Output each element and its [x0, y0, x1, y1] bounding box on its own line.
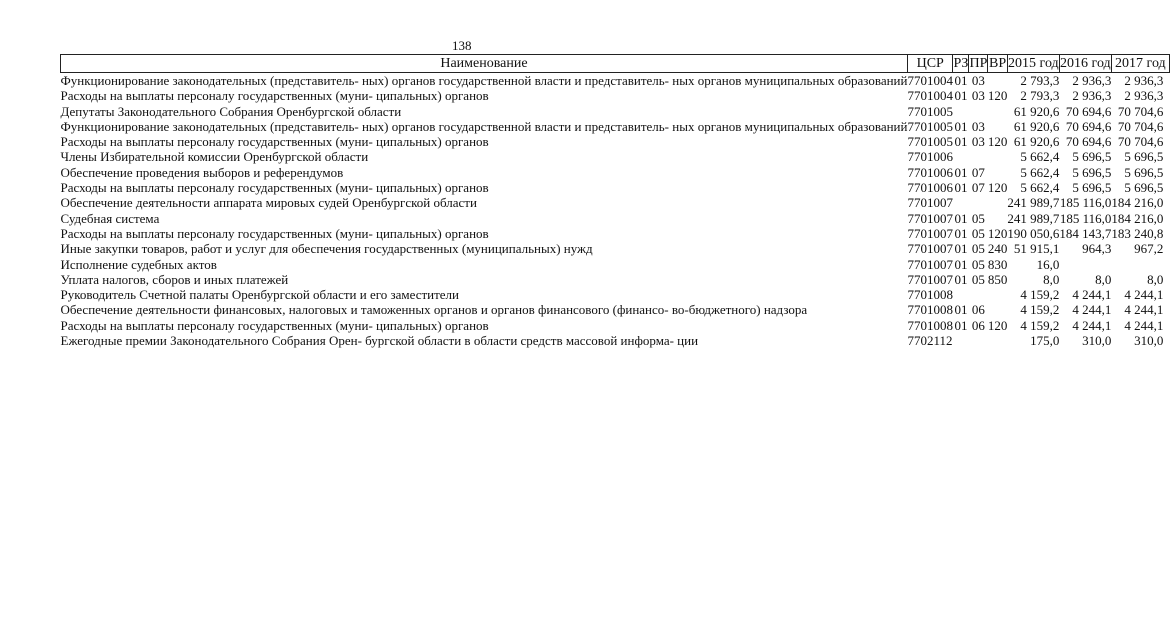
cell-y2016: 185 116,0 [1059, 195, 1112, 211]
cell-pr: 07 [971, 164, 985, 180]
cell-pr: 06 [971, 317, 985, 333]
cell-pr: 05 [971, 271, 985, 287]
cell-pr: 03 [971, 88, 985, 104]
cell-name: Функционирование законодательных (представитель- ных) органов государственной власти и представитель- ных органов муниципальных образований [60, 118, 908, 134]
cell-csr: 7701004 [907, 73, 953, 88]
cell-rz: 01 [954, 317, 968, 333]
cell-rz: 01 [954, 225, 968, 241]
table-row [61, 119, 1170, 134]
cell-y2016: 310,0 [1082, 333, 1112, 349]
cell-rz [953, 195, 969, 210]
cell-name: Обеспечение деятельности аппарата мировых судей Оренбургской области [60, 195, 477, 211]
cell-y2015: 2 793,3 [1020, 88, 1060, 104]
cell-y2017: 184 216,0 [1111, 210, 1164, 226]
cell-csr: 7701005 [907, 103, 953, 119]
cell-csr: 7701008 [907, 317, 953, 333]
cell-pr [969, 149, 988, 164]
cell-csr: 7701008 [907, 302, 953, 318]
cell-y2016: 8,0 [1095, 271, 1112, 287]
page-number: 138 [452, 38, 472, 53]
cell-y2015: 61 920,6 [1013, 103, 1060, 119]
table-row [61, 195, 1170, 210]
table-row [61, 88, 1170, 103]
table-row [61, 287, 1170, 302]
cell-y2015: 175,0 [1030, 333, 1060, 349]
table-row [61, 104, 1170, 119]
cell-csr: 7701007 [907, 256, 953, 272]
cell-vr: 120 [987, 134, 1008, 150]
table-row [61, 333, 1170, 348]
cell-y2015: 241 989,7 [1007, 210, 1060, 226]
header-pr: ПР [969, 55, 988, 71]
cell-vr [988, 195, 1008, 210]
cell-csr: 7701007 [907, 241, 953, 257]
cell-name: Руководитель Счетной палаты Оренбургской области и его заместители [60, 287, 459, 303]
table-row [61, 73, 1170, 89]
cell-y2016 [1059, 257, 1111, 272]
cell-name: Обеспечение деятельности финансовых, налоговых и таможенных органов и органов финансового (финансо- во-бюджетного) надзора [60, 302, 808, 318]
cell-name: Обеспечение проведения выборов и референдумов [60, 164, 344, 180]
cell-vr [988, 211, 1008, 226]
header-vr: ВР [989, 55, 1007, 71]
cell-rz [953, 149, 969, 164]
cell-y2017: 310,0 [1134, 333, 1164, 349]
cell-y2015: 241 989,7 [1007, 195, 1060, 211]
cell-y2017: 184 216,0 [1111, 195, 1164, 211]
cell-y2016: 70 694,6 [1065, 134, 1112, 150]
cell-name: Расходы на выплаты персоналу государственных (муни- ципальных) органов [60, 180, 489, 196]
cell-pr: 05 [971, 256, 985, 272]
cell-y2016: 5 696,5 [1072, 180, 1112, 196]
cell-y2015: 61 920,6 [1013, 118, 1060, 134]
cell-csr: 7701006 [907, 149, 953, 165]
cell-y2015: 4 159,2 [1020, 302, 1060, 318]
cell-y2016: 4 244,1 [1072, 302, 1112, 318]
cell-name: Расходы на выплаты персоналу государственных (муни- ципальных) органов [60, 225, 489, 241]
cell-y2015: 2 793,3 [1020, 73, 1060, 88]
cell-vr [988, 104, 1008, 119]
cell-rz: 01 [954, 118, 968, 134]
cell-y2015: 61 920,6 [1013, 134, 1060, 150]
cell-csr: 7701008 [907, 287, 953, 303]
table-row [61, 165, 1170, 180]
cell-y2015: 51 915,1 [1013, 241, 1060, 257]
cell-rz: 01 [954, 164, 968, 180]
cell-vr: 850 [987, 271, 1008, 287]
cell-vr: 120 [987, 88, 1008, 104]
cell-name: Расходы на выплаты персоналу государственных (муни- ципальных) органов [60, 317, 489, 333]
header-2017: 2017 год [1111, 55, 1169, 73]
cell-csr: 7701005 [907, 118, 953, 134]
cell-pr: 03 [971, 134, 985, 150]
header-csr: ЦСР [907, 55, 953, 73]
table-row [61, 302, 1170, 317]
cell-rz: 01 [954, 134, 968, 150]
cell-csr: 7701006 [907, 164, 953, 180]
cell-rz: 01 [954, 73, 968, 88]
table-row [61, 134, 1170, 149]
cell-csr: 7701004 [907, 88, 953, 104]
cell-rz [953, 104, 969, 119]
cell-y2015: 4 159,2 [1020, 317, 1060, 333]
cell-y2017: 4 244,1 [1124, 287, 1164, 303]
table-row [61, 272, 1170, 287]
cell-rz: 01 [954, 241, 968, 257]
cell-pr: 05 [971, 210, 985, 226]
cell-rz: 01 [954, 88, 968, 104]
cell-rz: 01 [954, 180, 968, 196]
cell-y2017: 70 704,6 [1117, 103, 1164, 119]
cell-y2017: 5 696,5 [1124, 164, 1164, 180]
cell-csr: 7701006 [907, 180, 953, 196]
cell-pr [969, 333, 988, 348]
cell-y2015: 5 662,4 [1020, 164, 1060, 180]
table-row [61, 318, 1170, 333]
cell-name: Уплата налогов, сборов и иных платежей [60, 271, 289, 287]
cell-name: Расходы на выплаты персоналу государственных (муни- ципальных) органов [60, 134, 489, 150]
cell-vr: 240 [987, 241, 1008, 257]
budget-table [60, 54, 1170, 348]
header-name: Наименование [61, 55, 908, 73]
cell-y2016: 5 696,5 [1072, 164, 1112, 180]
table-row [61, 226, 1170, 241]
cell-y2016: 70 694,6 [1065, 103, 1112, 119]
cell-y2017: 967,2 [1134, 241, 1164, 257]
cell-pr: 03 [971, 73, 985, 88]
cell-rz: 01 [954, 271, 968, 287]
cell-vr: 120 [987, 180, 1008, 196]
cell-csr: 7701007 [907, 225, 953, 241]
cell-vr [988, 333, 1008, 348]
cell-vr: 120 [987, 225, 1008, 241]
cell-rz [953, 287, 969, 302]
cell-vr [988, 302, 1008, 317]
cell-pr: 07 [971, 180, 985, 196]
cell-pr: 03 [971, 118, 985, 134]
cell-y2016: 4 244,1 [1072, 317, 1112, 333]
cell-rz: 01 [954, 210, 968, 226]
cell-y2015: 8,0 [1043, 271, 1060, 287]
cell-y2017: 70 704,6 [1117, 118, 1164, 134]
cell-csr: 7701005 [907, 134, 953, 150]
table-row [61, 211, 1170, 226]
cell-vr [988, 287, 1008, 302]
cell-y2017: 2 936,3 [1124, 88, 1164, 104]
cell-vr: 830 [987, 256, 1008, 272]
cell-csr: 7701007 [907, 271, 953, 287]
cell-y2016: 184 143,7 [1059, 225, 1112, 241]
cell-name: Ежегодные премии Законодательного Собрания Орен- бургской области в области средств массовой информа- ции [60, 333, 699, 349]
cell-name: Расходы на выплаты персоналу государственных (муни- ципальных) органов [60, 88, 489, 104]
cell-y2017: 70 704,6 [1117, 134, 1164, 150]
table-row [61, 257, 1170, 272]
cell-y2015: 190 050,6 [1007, 225, 1060, 241]
table-header [61, 55, 1170, 73]
cell-y2017: 183 240,8 [1111, 225, 1164, 241]
cell-name: Депутаты Законодательного Собрания Оренбургской области [60, 103, 402, 119]
cell-y2017: 5 696,5 [1124, 180, 1164, 196]
table-row [61, 180, 1170, 195]
cell-pr: 05 [971, 225, 985, 241]
header-2015: 2015 год [1008, 55, 1059, 71]
cell-name: Члены Избирательной комиссии Оренбургской области [60, 149, 369, 165]
cell-y2017: 4 244,1 [1124, 302, 1164, 318]
cell-y2016: 2 936,3 [1072, 73, 1112, 88]
cell-y2016: 5 696,5 [1072, 149, 1112, 165]
cell-csr: 7701007 [907, 195, 953, 211]
header-2016: 2016 год [1060, 55, 1111, 71]
cell-pr [969, 195, 988, 210]
cell-y2016: 2 936,3 [1072, 88, 1112, 104]
cell-y2017: 4 244,1 [1124, 317, 1164, 333]
cell-pr [969, 287, 988, 302]
cell-y2017: 5 696,5 [1124, 149, 1164, 165]
cell-rz: 01 [954, 256, 968, 272]
cell-csr: 7702112 [907, 333, 953, 349]
cell-y2015: 16,0 [1036, 256, 1060, 272]
cell-y2016: 185 116,0 [1059, 210, 1112, 226]
cell-y2017 [1111, 257, 1169, 272]
cell-pr [969, 104, 988, 119]
cell-pr: 05 [971, 241, 985, 257]
cell-y2016: 4 244,1 [1072, 287, 1112, 303]
cell-y2016: 70 694,6 [1065, 118, 1112, 134]
cell-y2016: 964,3 [1082, 241, 1112, 257]
cell-y2015: 4 159,2 [1020, 287, 1060, 303]
table-row [61, 241, 1170, 256]
cell-vr [988, 119, 1008, 134]
cell-y2015: 5 662,4 [1020, 149, 1060, 165]
cell-name: Исполнение судебных актов [60, 256, 217, 272]
cell-rz [953, 333, 969, 348]
header-rz: РЗ [953, 55, 969, 71]
cell-y2015: 5 662,4 [1020, 180, 1060, 196]
cell-name: Функционирование законодательных (представитель- ных) органов государственной власти и представитель- ных органов муниципальных образований [60, 73, 908, 88]
cell-name: Иные закупки товаров, работ и услуг для обеспечения государственных (муниципальных) нужд [60, 241, 593, 257]
cell-csr: 7701007 [907, 210, 953, 226]
cell-name: Судебная система [60, 210, 160, 226]
cell-y2017: 2 936,3 [1124, 73, 1164, 88]
cell-rz: 01 [954, 302, 968, 318]
cell-pr: 06 [971, 302, 985, 318]
cell-vr: 120 [987, 317, 1008, 333]
table-row [61, 149, 1170, 164]
cell-vr [988, 73, 1008, 89]
cell-y2017: 8,0 [1147, 271, 1164, 287]
cell-vr [988, 165, 1008, 180]
cell-vr [988, 149, 1008, 164]
